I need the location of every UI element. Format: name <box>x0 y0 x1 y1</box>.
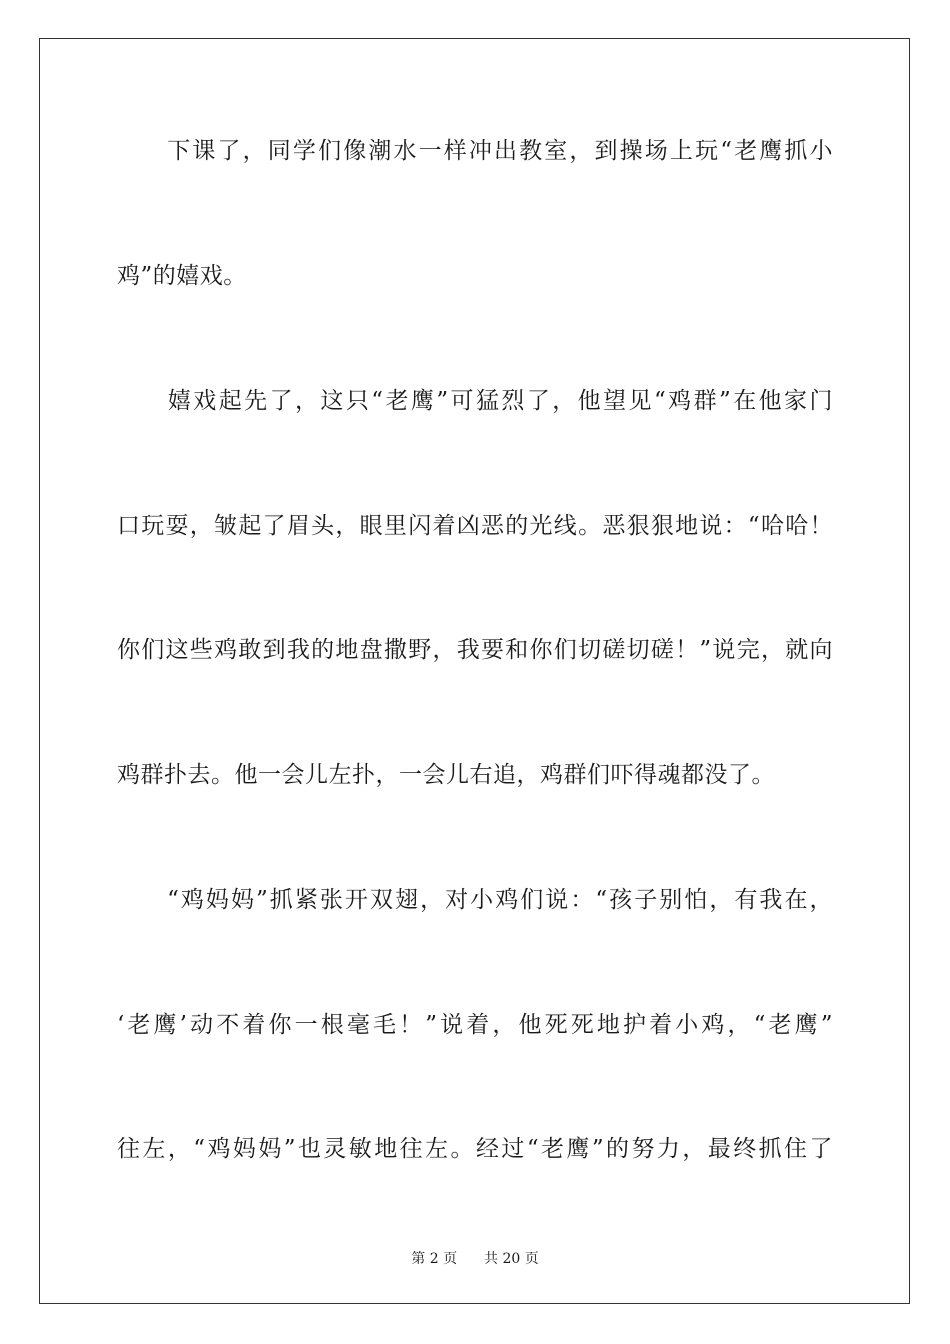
page-total: 共 20 页 <box>484 1251 539 1267</box>
page-frame <box>39 38 910 1304</box>
text-line: ‘老鹰’动不着你一根毫毛！”说着，他死死地护着小鸡，“老鹰” <box>117 1012 833 1038</box>
text-line: 鸡群扑去。他一会儿左扑，一会儿右追，鸡群们吓得魂都没了。 <box>117 762 775 788</box>
page-number: 第 2 页 <box>411 1251 458 1267</box>
text-line: 鸡”的嬉戏。 <box>117 263 247 289</box>
text-line: 下课了，同学们像潮水一样冲出教室，到操场上玩“老鹰抓小 <box>117 138 833 164</box>
text-line: 嬉戏起先了，这只“老鹰”可猛烈了，他望见“鸡群”在他家门 <box>117 388 833 414</box>
text-line: “鸡妈妈”抓紧张开双翅，对小鸡们说：“孩子别怕，有我在， <box>117 887 833 913</box>
page-footer <box>0 1248 950 1268</box>
text-line: 往左，“鸡妈妈”也灵敏地往左。经过“老鹰”的努力，最终抓住了 <box>117 1136 833 1162</box>
text-line: 口玩耍，皱起了眉头，眼里闪着凶恶的光线。恶狠狠地说：“哈哈！ <box>117 513 833 539</box>
text-line: 你们这些鸡敢到我的地盘撒野，我要和你们切磋切磋！”说完，就向 <box>117 637 833 663</box>
